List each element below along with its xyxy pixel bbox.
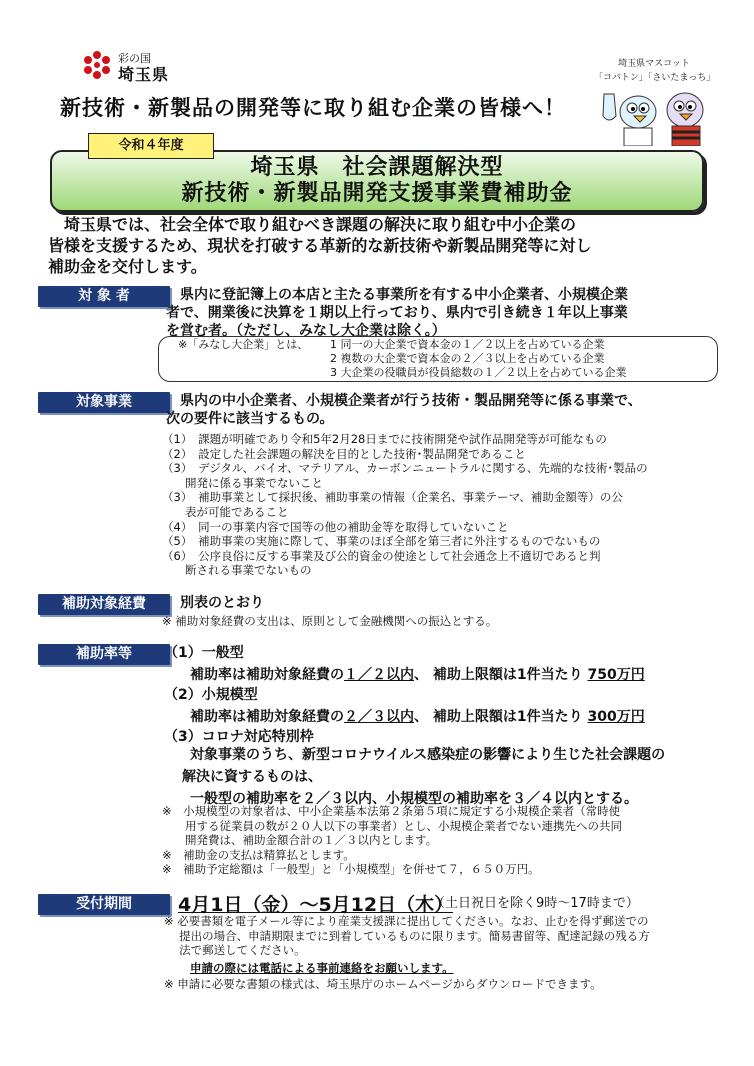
rate-value: ２／３以内 xyxy=(344,709,414,725)
exclusion-note-prefix: ※「みなし大企業」とは、 xyxy=(178,338,309,351)
logo-small-text: 彩の国 xyxy=(118,52,151,65)
mascot-illustration-icon xyxy=(600,82,718,146)
corona-line: 対象事業のうち、新型コロナウイルス感染症の影響により生じた社会課題の xyxy=(190,747,666,763)
section-label-period: 受付期間 xyxy=(38,894,170,915)
intro-line: 補助金を交付します。 xyxy=(48,257,207,276)
page-headline: 新技術・新製品の開発等に取り組む企業の皆様へ！ xyxy=(60,96,566,120)
section-label-rate: 補助率等 xyxy=(38,644,170,665)
period-notes xyxy=(164,914,650,958)
requirement-item: （1） 課題が明確であり令和5年2月28日までに技術開発や試作品開発等が可能なもの xyxy=(162,432,607,446)
application-hours: （土日祝日を除く9時～17時まで） xyxy=(432,896,639,911)
requirement-item: （2） 設定した社会課題の解決を目的とした技術･製品開発であること xyxy=(162,446,526,461)
requirement-item: （6） 公序良俗に反する事業及び公的資金の使途として社会通念上不適切であると判 xyxy=(162,548,601,563)
intro-text xyxy=(48,214,592,277)
rate-corona-heading: （3）コロナ対応特別枠 xyxy=(164,729,314,745)
rate-text: 、 補助上限額は1件当たり xyxy=(414,709,588,725)
section-label-expenses: 補助対象経費 xyxy=(38,594,170,615)
requirement-item: 断される事業でないもの xyxy=(162,563,312,578)
corona-line: 一般型の補助率を２／３以内、小規模型の補助率を３／４以内とする。 xyxy=(190,791,638,807)
exclusion-note: 2 複数の大企業で資本金の２／３以上を占めている企業 xyxy=(330,352,605,365)
exclusion-note-list xyxy=(330,338,627,380)
cap-amount: 300万円 xyxy=(587,709,645,725)
period-note: 提出の場合、申請期限までに到着しているものに限ります。簡易書留等、配達記録の残る方 xyxy=(164,928,650,943)
requirement-item: （3） デジタル、バイオ、マテリアル、カーボンニュートラルに関する、先端的な技術･製品の xyxy=(162,461,648,476)
rate-text: 、 補助上限額は1件当たり xyxy=(414,667,588,683)
intro-line: 皆様を支援するため、現状を打破する革新的な新技術や新製品開発等に対し xyxy=(48,236,592,255)
rate-value: １／２以内 xyxy=(344,667,414,683)
rate-text: 補助率は補助対象経費の xyxy=(190,667,344,683)
rate-corona-text xyxy=(182,746,666,808)
period-note: 法で郵送してください。 xyxy=(164,943,306,958)
section-label-target: 対 象 者 xyxy=(38,286,170,307)
logo-prefecture-text: 埼玉県 xyxy=(118,65,170,84)
requirement-item: （5） 補助事業の実施に際して、事業のほぼ全部を第三者に外注するものでないもの xyxy=(162,534,601,549)
business-requirements xyxy=(162,432,648,578)
business-line: 県内の中小企業者、小規模企業者が行う技術・製品開発等に係る事業で、 xyxy=(180,393,642,409)
requirement-item: 表が可能であること xyxy=(162,504,289,519)
rate-notes xyxy=(162,804,622,877)
period-note: ※ 必要書類を電子メール等により産業支援課に提出してください。なお、止むを得ず郵送での xyxy=(164,914,649,928)
requirement-item: 開発に係る事業でないこと xyxy=(162,475,323,490)
target-line: を営む者。（ただし、みなし大企業は除く。） xyxy=(166,323,446,339)
requirement-item: （3） 補助事業として採択後、補助事業の情報（企業名、事業テーマ、補助金額等）の公 xyxy=(162,490,623,505)
corona-line: 解決に資するものは、 xyxy=(182,769,322,785)
title-line-2: 新技術・新製品開発支援事業費補助金 xyxy=(181,181,573,206)
business-description xyxy=(166,392,642,428)
target-line: 者で、開業後に決算を１期以上行っており、県内で引き続き１年以上事業 xyxy=(166,305,628,321)
section-label-business: 対象事業 xyxy=(38,392,170,413)
target-line: 県内に登記簿上の本店と主たる事業所を有する中小企業者、小規模企業 xyxy=(180,287,628,303)
intro-line: 埼玉県では、社会全体で取り組むべき課題の解決に取り組む中小企業の xyxy=(64,215,577,234)
rate-note: ※ 補助予定総額は「一般型」と「小規模型」を併せて７，６５０万円。 xyxy=(162,862,540,877)
rate-note: 開発費は、補助金額合計の１／３以内とします。 xyxy=(162,833,438,848)
title-line-1: 埼玉県 社会課題解決型 xyxy=(250,155,504,180)
mascot-names: 「コバトン」「さいたまっち」 xyxy=(594,73,716,83)
forms-download-note: ※ 申請に必要な書類の様式は、埼玉県庁のホームページからダウンロードできます。 xyxy=(164,977,602,991)
rate-text: 補助率は補助対象経費の xyxy=(190,709,344,725)
target-description xyxy=(166,286,628,340)
expenses-note: ※ 補助対象経費の支出は、原則として金融機関への振込とする。 xyxy=(162,614,498,628)
rate-note: ※ 補助金の支払は精算払とします。 xyxy=(162,847,355,862)
rate-general-heading: （1）一般型 xyxy=(164,645,244,661)
exclusion-note: 1 同一の大企業で資本金の１／２以上を占めている企業 xyxy=(330,338,605,351)
rate-small-heading: （2）小規模型 xyxy=(164,687,258,703)
application-period-date: 4月1日（金）～5月12日（木） xyxy=(178,894,454,916)
cap-amount: 750万円 xyxy=(587,667,645,683)
saitama-logo-icon xyxy=(82,50,112,80)
fiscal-year-tag: 令和４年度 xyxy=(88,133,214,159)
rate-note: ※ 小規模型の対象者は、中小企業基本法第２条第５項に規定する小規模企業者（常時使 xyxy=(162,804,621,818)
requirement-item: （4） 同一の事業内容で国等の他の補助金等を取得していないこと xyxy=(162,519,509,534)
rate-general-detail xyxy=(190,666,645,684)
contact-notice: 申請の際には電話による事前連絡をお願いします。 xyxy=(190,961,454,975)
business-line: 次の要件に該当するもの。 xyxy=(166,411,334,427)
rate-note: 用する従業員の数が２０人以下の事業者）とし、小規模企業者でない連携先への共同 xyxy=(162,818,622,833)
rate-small-detail xyxy=(190,708,645,726)
mascot-caption: 埼玉県マスコット xyxy=(618,59,690,69)
expenses-main: 別表のとおり xyxy=(180,595,264,611)
exclusion-note: 3 大企業の役職員が役員総数の１／２以上を占めている企業 xyxy=(330,366,627,379)
title-banner xyxy=(50,150,704,212)
